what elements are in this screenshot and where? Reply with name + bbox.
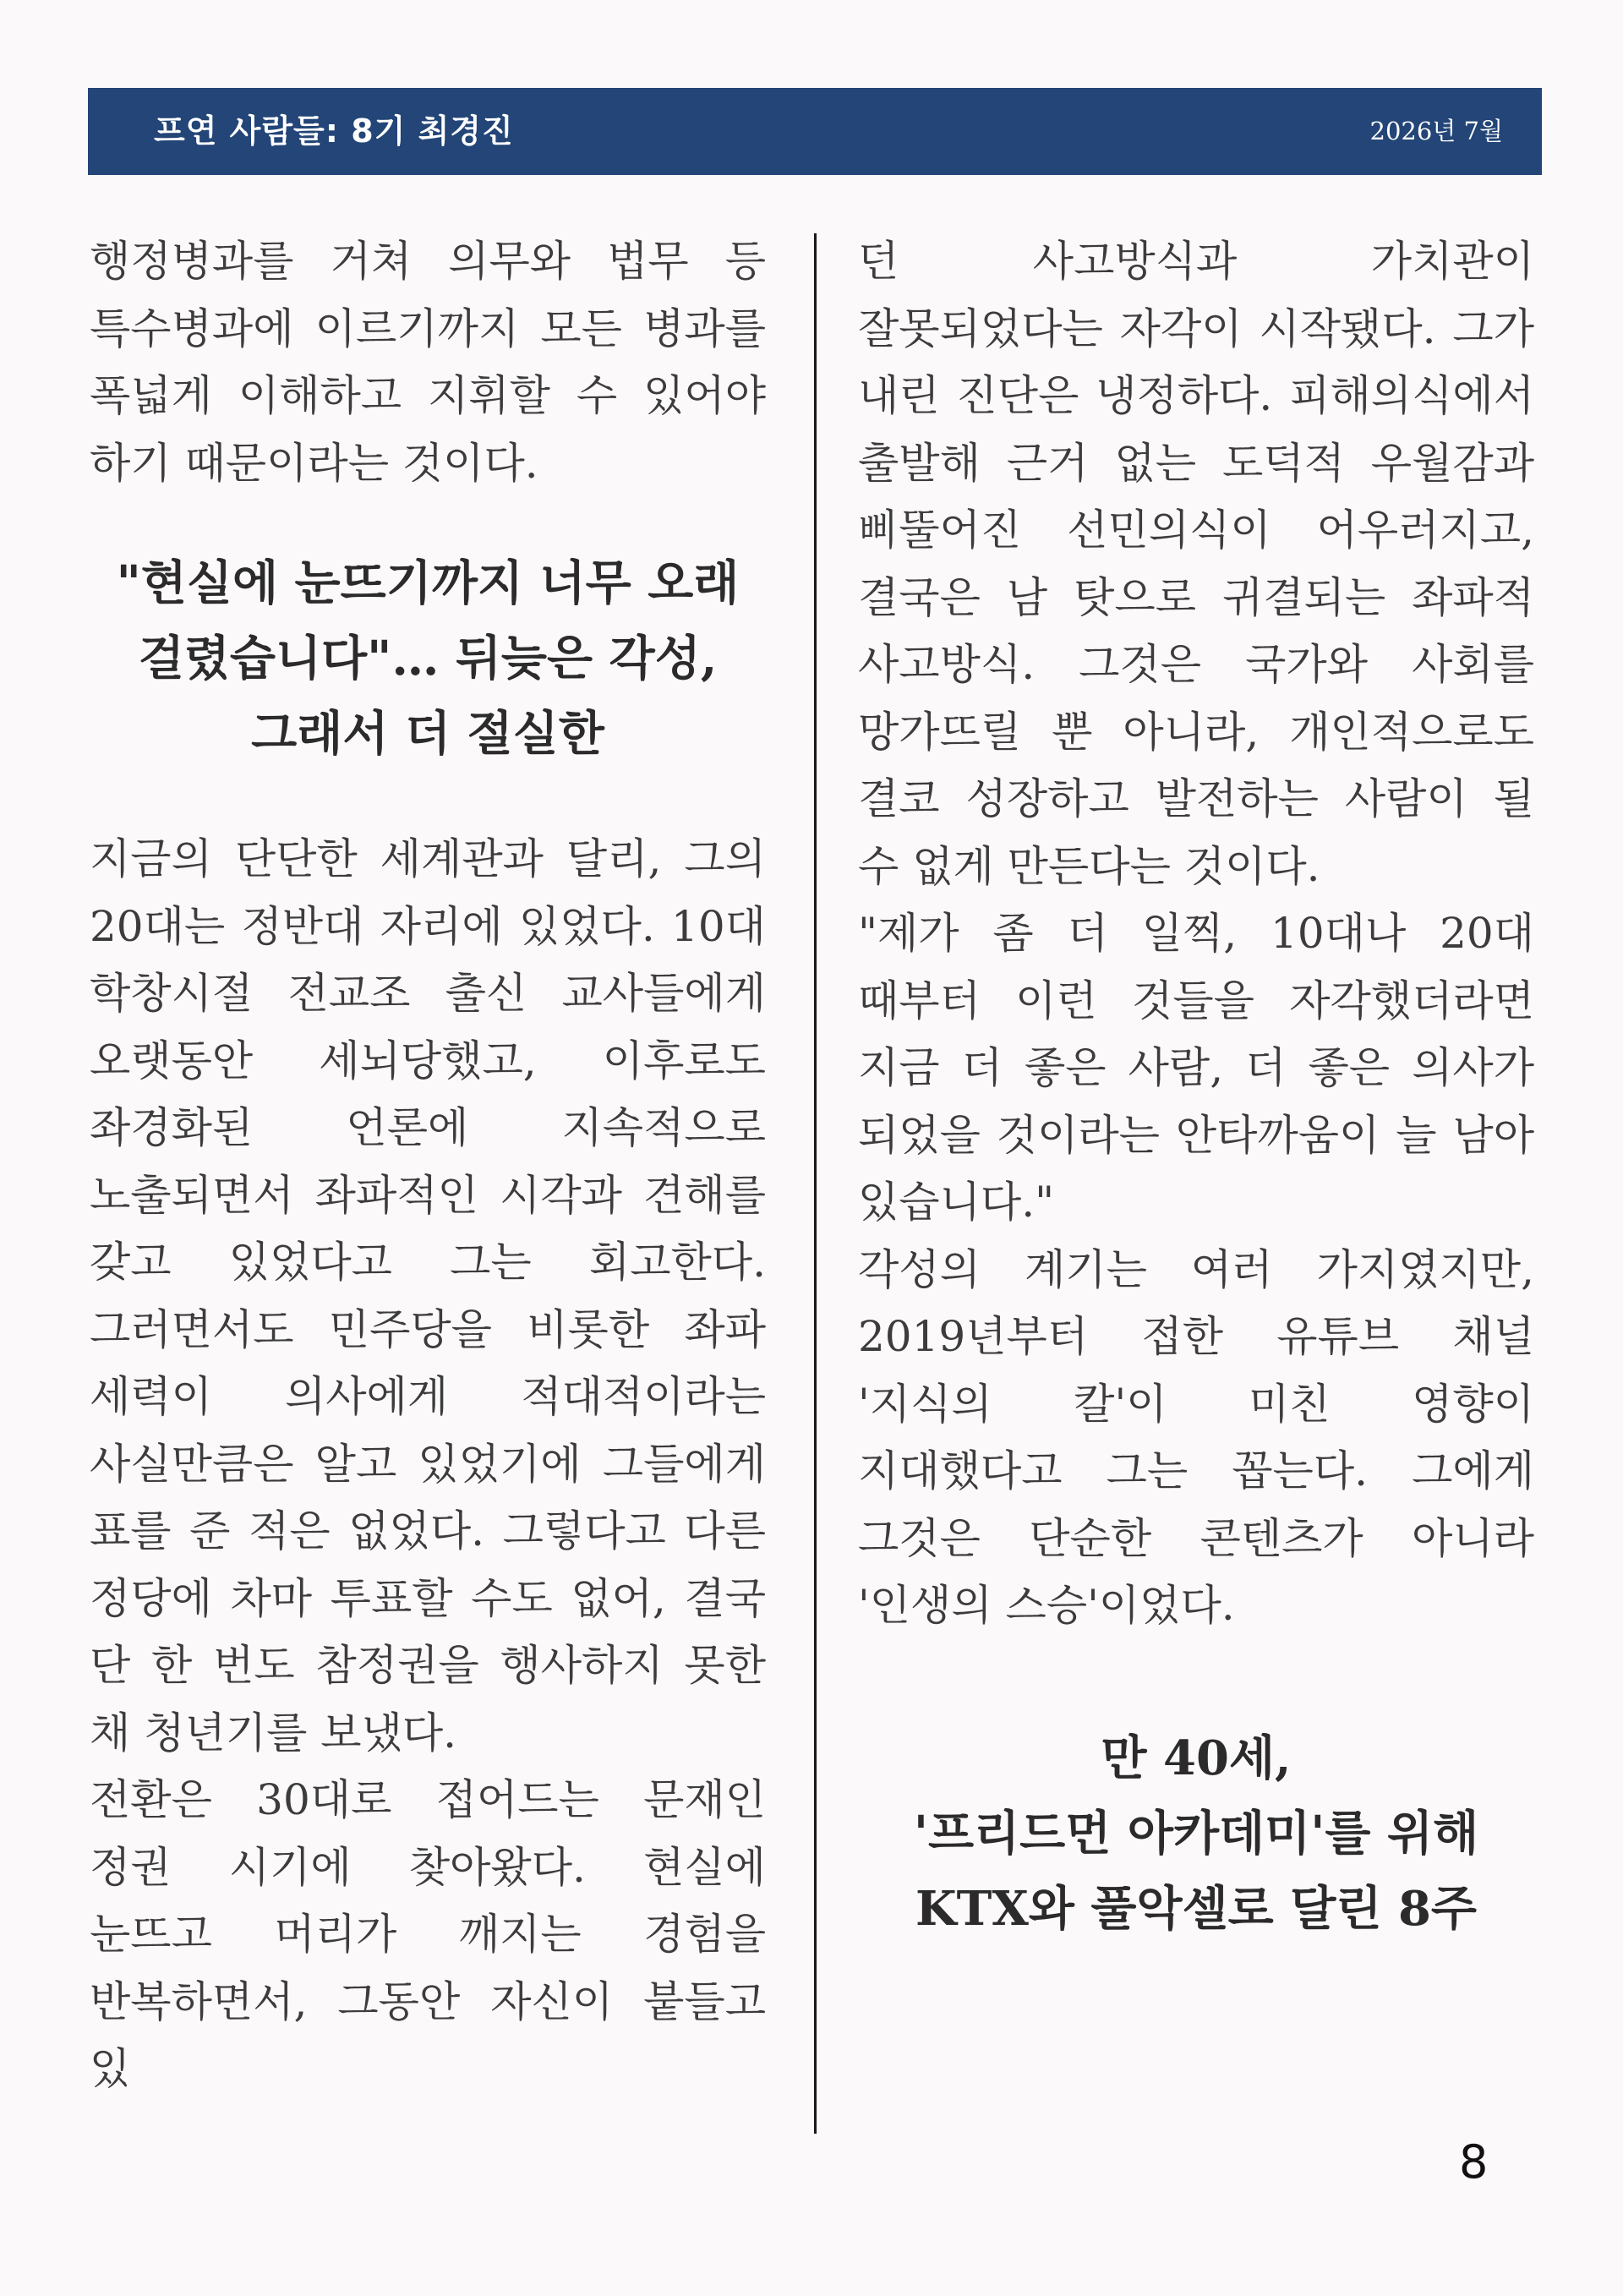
right-quote: "제가 좀 더 일찍, 10대나 20대 때부터 이런 것들을 자각했더라면 지금 더 좋은 사람, 더 좋은 의사가 되었을 것이라는 안타까움이 늘 남아 있습니다." [858, 909, 1534, 1227]
right-subheading-line-1: 만 40세, [1101, 1730, 1292, 1786]
column-divider [814, 233, 817, 2134]
left-paragraph-2: 지금의 단단한 세계관과 달리, 그의 20대는 정반대 자리에 있었다. 10대 학창시절 전교조 출신 교사들에게 오랫동안 세뇌당했고, 이후로도 좌경화된 언론에 지속적으로 노출되면서 좌파적인 시각과 견해를 갖고 있었다고 그는 회고한다. 그러면서도 민주당을 비롯한 좌파 세력이 의사에게 적대적이라는 사실만큼은 알고 있었기에 그들에게 표를 준 적은 없었다. 그렇다고 다른 정당에 차마 투표할 수도 없어, 결국 단 한 번도 참정권을 행사하지 못한 채 청년기를 보냈다. [90, 834, 766, 1758]
right-column [858, 228, 1534, 1947]
issue-date: 2026년 7월 [1369, 117, 1503, 145]
left-paragraph-1: 행정병과를 거쳐 의무와 법무 등 특수병과에 이르기까지 모든 병과를 폭넓게 이해하고 지휘할 수 있어야 하기 때문이라는 것이다. [90, 237, 766, 488]
page-number: 8 [1459, 2135, 1489, 2189]
spacer [90, 497, 766, 546]
left-subheading: "현실에 눈뜨기까지 너무 오래 걸렸습니다"… 뒤늦은 각성, 그래서 더 절실한 [116, 555, 740, 762]
section-title: 프연 사람들: 8기 최경진 [154, 112, 514, 150]
right-paragraph-1: 던 사고방식과 가치관이 잘못되었다는 자각이 시작됐다. 그가 내린 진단은 냉정하다. 피해의식에서 출발해 근거 없는 도덕적 우월감과 삐뚤어진 선민의식이 어우러지고, 결국은 남 탓으로 귀결되는 좌파적 사고방식. 그것은 국가와 사회를 망가뜨릴 뿐 아니라, 개인적으로도 결코 성장하고 발전하는 사람이 될 수 없게 만든다는 것이다. [858, 237, 1534, 891]
left-column [90, 228, 766, 2103]
right-subheading-line-3: KTX와 풀악셀로 달린 8주 [915, 1880, 1477, 1937]
right-paragraph-2: 각성의 계기는 여러 가지였지만, 2019년부터 접한 유튜브 채널 '지식의 칼'이 미친 영향이 지대했다고 그는 꼽는다. 그에게 그것은 단순한 콘텐츠가 아니라 '인생의 스승'이었다. [858, 1244, 1534, 1630]
right-subheading-line-2: '프리드먼 아카데미'를 위해 [913, 1805, 1479, 1861]
spacer [858, 1640, 1534, 1721]
header-bar [88, 88, 1542, 175]
left-paragraph-3: 전환은 30대로 접어드는 문재인 정권 시기에 찾아왔다. 현실에 눈뜨고 머리가 깨지는 경험을 반복하면서, 그동안 자신이 붙들고 있 [90, 1775, 766, 2093]
spacer [90, 772, 766, 826]
